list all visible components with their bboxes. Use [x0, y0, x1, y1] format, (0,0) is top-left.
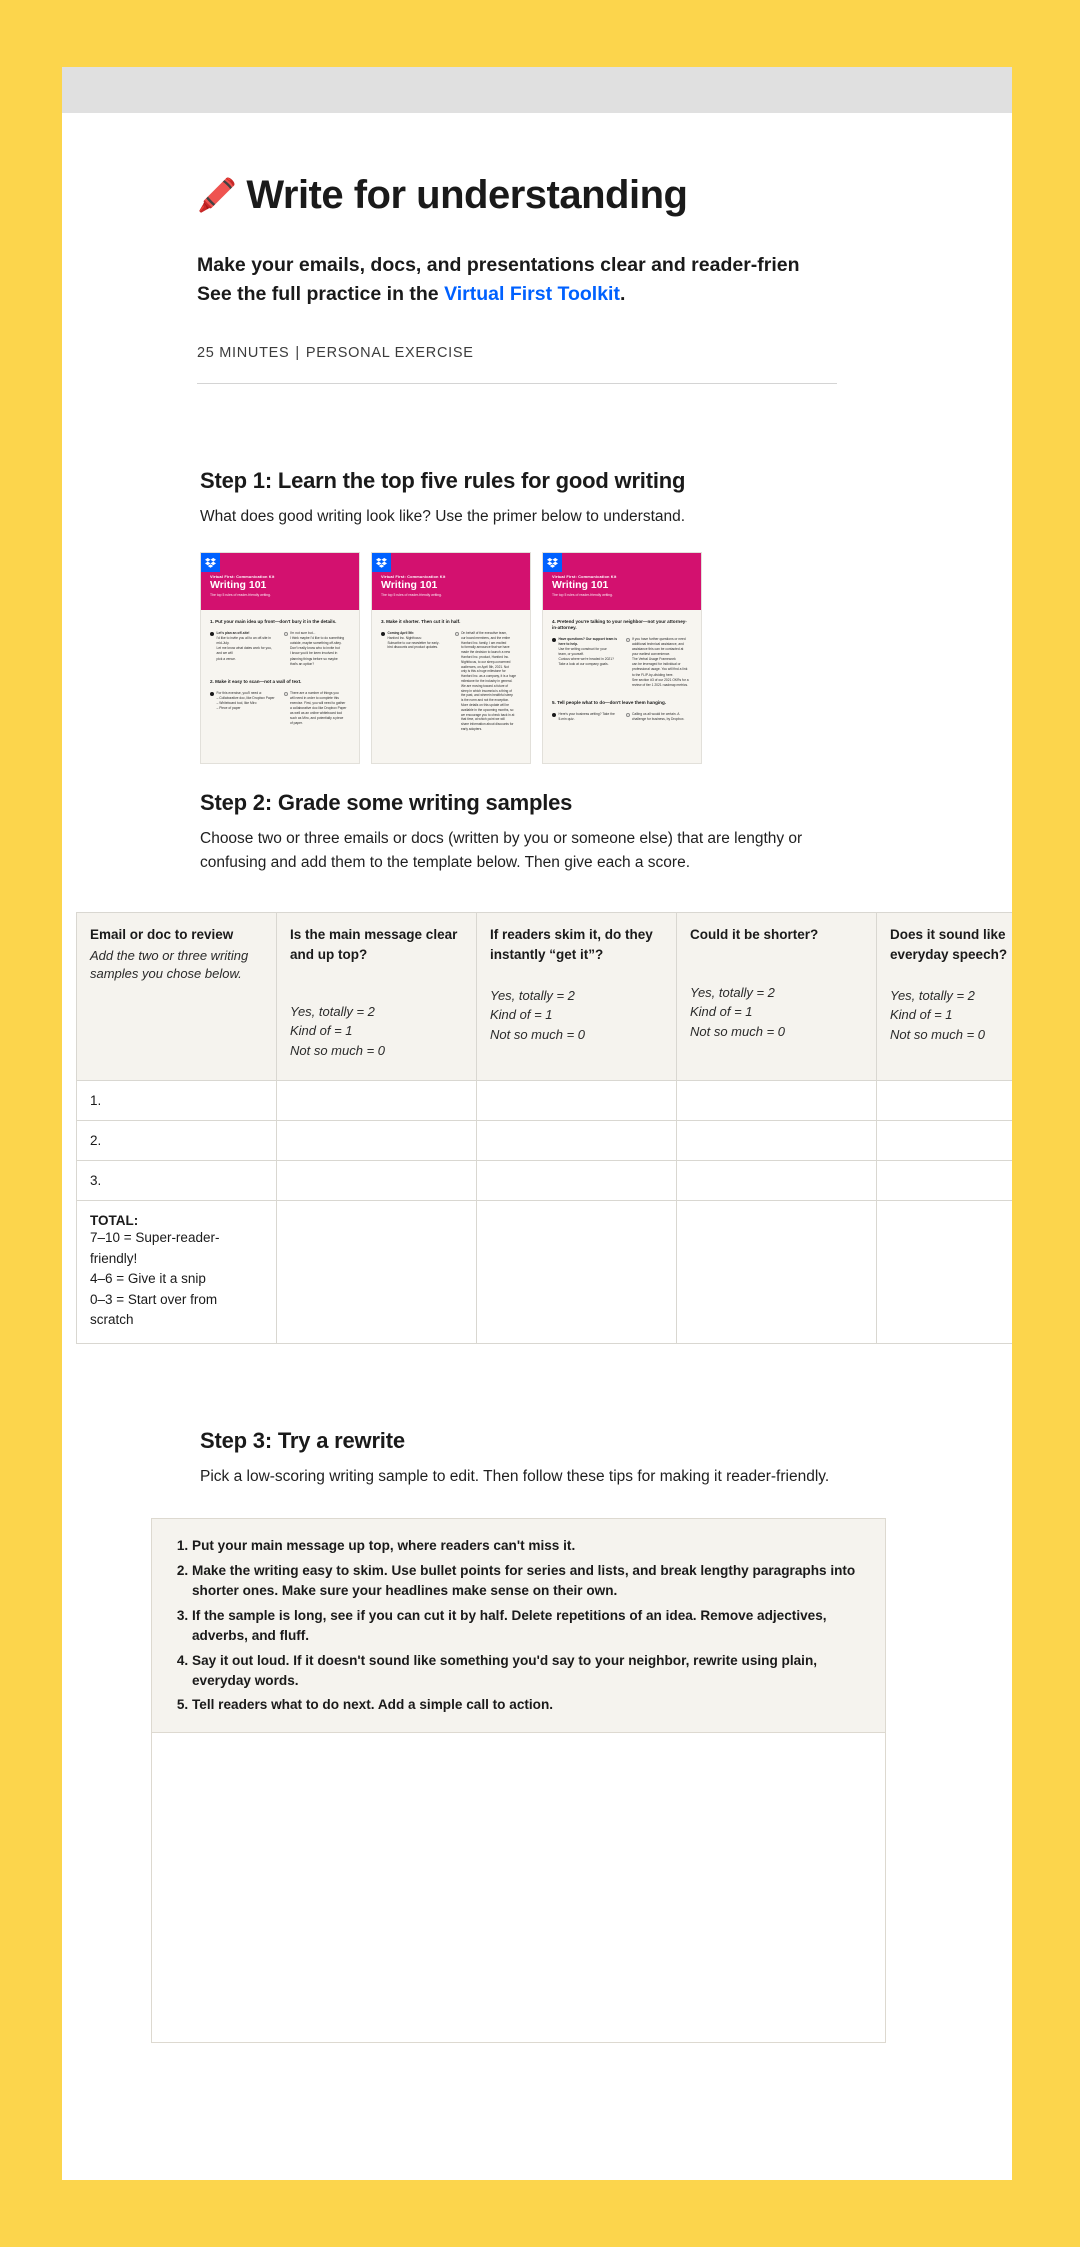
- card-kicker: Virtual First: Communication Kit: [210, 574, 275, 580]
- column-scale: [490, 986, 663, 1045]
- example-line: sleep in which insomnia is a thing of: [461, 688, 512, 693]
- row-input-cell[interactable]: [677, 1121, 877, 1161]
- example-line: The Verbal Usage Framework: [632, 657, 676, 662]
- list-item: 3. If the sample is long, see if you can cut it by half. Delete repetitions of an idea. Remove adjectives, adverbs, and fluff.: [192, 1606, 863, 1646]
- card-rule-columns: [210, 691, 350, 727]
- slide-card[interactable]: [542, 552, 702, 764]
- cross-dot-icon: [626, 713, 630, 717]
- row-input-cell[interactable]: [277, 1161, 477, 1201]
- spacer: [62, 384, 1012, 468]
- virtual-first-toolkit-link[interactable]: Virtual First Toolkit: [444, 282, 620, 305]
- example-line: to formally announce that we have: [461, 645, 510, 650]
- example-line: We are moving toward a future of: [461, 683, 509, 688]
- example-line: review of tier 1 2021 roadmap metrics.: [632, 682, 689, 687]
- card-example-good: [552, 637, 619, 688]
- card-subheading: The top 5 rules of reader-friendly writing.: [210, 593, 271, 598]
- row-label: 2.: [77, 1121, 277, 1161]
- card-rule-heading: 3. Make it shorter. Then cut it in half.: [381, 619, 461, 625]
- step-2-description: Choose two or three emails or docs (written by you or someone else) that are lengthy or confusing and add them to the template below. Then give each a score.: [200, 830, 803, 871]
- card-body: [543, 610, 701, 722]
- scale-line: Kind of = 1: [690, 1004, 753, 1020]
- example-title: Have questions? Our support team is here to help.: [558, 636, 618, 646]
- list-item: 5. Tell readers what to do next. Add a simple call to action.: [192, 1695, 863, 1715]
- table-row: [77, 1081, 1013, 1121]
- cross-dot-icon: [284, 692, 288, 696]
- column-question: Does it sound like everyday speech?: [890, 927, 1008, 962]
- slide-card[interactable]: [200, 552, 360, 764]
- example-line: to the FLIP-by-dividing here.: [632, 672, 674, 677]
- total-scale-line: 4–6 = Give it a snip: [90, 1271, 206, 1287]
- scale-line: Not so much = 0: [290, 1042, 386, 1058]
- example-line: that time, at which point we will: [461, 717, 505, 722]
- example-line: pick a venue.: [216, 656, 236, 661]
- scale-line: Not so much = 0: [890, 1026, 986, 1042]
- check-dot-icon: [552, 638, 556, 642]
- table-row: [77, 1121, 1013, 1161]
- example-line: Nightfocus, to our sleep-concerned: [461, 659, 511, 664]
- example-line: Hanford Inc. product, Hanford Inc.: [461, 654, 510, 659]
- table-total-row: [77, 1201, 1013, 1344]
- card-rule-columns: [552, 712, 692, 722]
- example-title: Coming April 5th:: [387, 631, 415, 635]
- page-title: [197, 173, 1012, 217]
- scale-line: Yes, totally = 2: [290, 1003, 375, 1019]
- table-column-header: [277, 913, 477, 1081]
- grading-table-wrapper: [62, 912, 1012, 1344]
- list-item: 2. Make the writing easy to skim. Use bullet points for series and lists, and break lengthy paragraphs into shorter ones. Make sure your headlines make sense on their own.: [192, 1561, 863, 1601]
- card-rule-columns: [381, 631, 521, 732]
- example-line: Hanford Inc. as a company, it is a huge: [461, 674, 517, 679]
- subtitle-prefix: See the full practice in the: [197, 282, 445, 305]
- row-input-cell[interactable]: [277, 1121, 477, 1161]
- example-line: challenge for business, by Dropbox.: [632, 716, 685, 721]
- column-scale: [290, 1002, 463, 1061]
- card-body: [201, 610, 359, 726]
- card-example-bad: [455, 631, 522, 732]
- column-note: Add the two or three writing samples you chose below.: [90, 947, 249, 982]
- example-line: Use the writing construct for your: [558, 646, 607, 651]
- example-line: bird discounts and product updates.: [387, 645, 439, 650]
- example-line: share information about discounts for: [461, 722, 514, 727]
- row-input-cell[interactable]: [877, 1081, 1013, 1121]
- step-1-description: What does good writing look like? Use the primer below to understand.: [200, 507, 686, 525]
- scale-line: Not so much = 0: [690, 1023, 786, 1039]
- example-line: I'd like to invite you all to an off-site in mid-July.: [216, 636, 271, 646]
- column-question: Is the main message clear and up top?: [290, 927, 458, 962]
- example-line: only is this a huge milestone for: [461, 669, 506, 674]
- subtitle-line-1: Make your emails, docs, and presentations clear and reader-frien: [197, 254, 800, 276]
- example-line: – Whiteboard tool, like Miro: [216, 700, 257, 705]
- total-input-cell[interactable]: [477, 1201, 677, 1344]
- example-line: Hanford Inc. family, I am excited: [461, 640, 507, 645]
- step-3-title: Step 3: Try a rewrite: [200, 1427, 405, 1453]
- row-input-cell[interactable]: [477, 1081, 677, 1121]
- table-column-header: [677, 913, 877, 1081]
- cross-dot-icon: [284, 632, 288, 636]
- card-example-bad: [284, 691, 351, 727]
- exercise-type-label: PERSONAL EXERCISE: [305, 344, 474, 361]
- total-label: TOTAL:: [90, 1213, 139, 1229]
- column-scale: [690, 983, 863, 1042]
- total-input-cell[interactable]: [677, 1201, 877, 1344]
- example-line: assistance this can be contacted at: [632, 646, 684, 651]
- card-example-bad: [626, 712, 693, 722]
- step-2-section: [62, 790, 1012, 874]
- list-item: 1. Put your main message up top, where readers can't miss it.: [192, 1536, 863, 1556]
- scale-line: Kind of = 1: [890, 1007, 953, 1023]
- example-line: I'm not sure but...: [290, 631, 316, 635]
- row-input-cell[interactable]: [877, 1161, 1013, 1201]
- card-example-good: [552, 712, 619, 722]
- step-1-section: [62, 468, 1012, 529]
- total-scale-line: 7–10 = Super-reader-friendly!: [90, 1230, 220, 1266]
- scale-line: Kind of = 1: [490, 1007, 553, 1023]
- scale-line: Kind of = 1: [290, 1023, 353, 1039]
- total-input-cell[interactable]: [277, 1201, 477, 1344]
- card-subheading: The top 5 rules of reader-friendly writing.: [381, 593, 442, 598]
- row-input-cell[interactable]: [277, 1081, 477, 1121]
- example-line: I know you'd be keen involved in: [290, 651, 338, 656]
- card-example-good: [210, 691, 277, 727]
- card-heading: Writing 101: [552, 579, 609, 592]
- slide-card[interactable]: [371, 552, 531, 764]
- example-line: More details on this update will be: [461, 702, 510, 707]
- column-scale: [890, 986, 1012, 1045]
- example-line: audiences, on April 5th, 2021. Not: [461, 664, 509, 669]
- scale-line: Yes, totally = 2: [890, 987, 975, 1003]
- card-subheading: The top 5 rules of reader-friendly writing.: [552, 593, 613, 598]
- step-2-title: Step 2: Grade some writing samples: [200, 790, 573, 816]
- rewrite-tips-box: [151, 1518, 886, 1733]
- spacer: [62, 1344, 1012, 1428]
- example-line: early adopters.: [461, 726, 483, 731]
- example-line: additional technical assistance, and: [632, 641, 684, 646]
- example-line: There are a number of things you: [290, 690, 339, 695]
- grading-table: [76, 912, 1012, 1344]
- example-line: Take a look at our company goals.: [558, 662, 609, 667]
- check-dot-icon: [381, 632, 385, 636]
- scale-line: Yes, totally = 2: [490, 987, 575, 1003]
- example-line: of paper.: [290, 721, 303, 726]
- example-line: – Piece of paper: [216, 705, 241, 710]
- example-line: Calling us all would be certain. A: [632, 711, 680, 716]
- example-line: can be leveraged for individual or: [632, 662, 681, 667]
- rewrite-text-area[interactable]: [151, 1733, 886, 2043]
- example-line: will need in order to complete this: [290, 695, 339, 700]
- scale-line: Yes, totally = 2: [690, 984, 775, 1000]
- total-input-cell[interactable]: [877, 1201, 1013, 1344]
- dropbox-logo-icon: [372, 553, 391, 572]
- example-line: Subscribe to our newsletter for early-: [387, 640, 440, 645]
- card-rule-columns: [552, 637, 692, 688]
- table-row: [77, 1161, 1013, 1201]
- step-3-section: [62, 1428, 1012, 1489]
- dropbox-logo-icon: [201, 553, 220, 572]
- duration-label: 25 MINUTES: [197, 344, 290, 361]
- example-line: made the decision to launch a new: [461, 650, 511, 655]
- meta-separator: |: [295, 344, 300, 361]
- writing-101-cards: [62, 552, 1012, 764]
- example-line: as well as an online whiteboard tool: [290, 710, 343, 715]
- row-label: 1.: [77, 1081, 277, 1121]
- row-label: 3.: [77, 1161, 277, 1201]
- row-input-cell[interactable]: [677, 1161, 877, 1201]
- example-line: that's an option?: [290, 661, 315, 666]
- table-column-header: [477, 913, 677, 1081]
- card-example-bad: [626, 637, 693, 688]
- card-kicker: Virtual First: Communication Kit: [552, 574, 617, 580]
- card-example-bad: [284, 631, 351, 667]
- document-topbar: [62, 67, 1012, 113]
- card-rule-heading: 2. Make it easy to scan—not a wall of text.: [210, 678, 302, 684]
- subtitle-suffix: .: [619, 282, 626, 305]
- example-line: our board members, and the entire: [461, 635, 511, 640]
- card-heading: Writing 101: [381, 579, 438, 592]
- card-example-good: [381, 631, 448, 732]
- step-3-description: Pick a low-scoring writing sample to edit. Then follow these tips for making it reader-friendly.: [200, 1467, 830, 1485]
- pencil-emoji: 🖍️: [197, 177, 237, 213]
- check-dot-icon: [210, 632, 214, 636]
- document-subtitle: [197, 251, 1012, 309]
- example-line: is the norm and not the exception.: [461, 698, 510, 703]
- card-rule-heading: 4. Pretend you're talking to your neighbor—not your attorney-in-attorney.: [552, 619, 687, 630]
- example-line: available in the upcoming months, so: [461, 707, 514, 712]
- example-line: team, or yourself.: [558, 652, 584, 657]
- document-meta: [197, 345, 1012, 361]
- example-line: exercise. First, you will need to gather: [290, 700, 346, 705]
- table-header: [77, 913, 1013, 1081]
- example-line: – Collaborative doc, like Dropbox Paper: [216, 695, 275, 700]
- example-line: I think maybe I'd like to do something: [290, 636, 345, 641]
- check-dot-icon: [210, 692, 214, 696]
- example-line: the past, and wherein healthful sleep: [461, 693, 513, 698]
- list-item: 4. Say it out loud. If it doesn't sound like something you'd say to your neighbor, rewrite using plain, everyday words.: [192, 1651, 863, 1691]
- card-body: [372, 610, 530, 731]
- table-header-row: [77, 913, 1013, 1081]
- example-line: On behalf of the executive team,: [461, 631, 507, 635]
- card-rule-heading: 5. Tell people what to do—don't leave them hanging.: [552, 699, 667, 705]
- document-header: [62, 113, 1012, 384]
- example-line: planning things before so maybe: [290, 656, 338, 661]
- example-line: See section #3 of our 2021 OKRs for a: [632, 677, 689, 682]
- subtitle-line-2: [197, 280, 1012, 309]
- example-line: outside, maybe something off-sitey.: [290, 641, 342, 646]
- example-line: your earliest convenience.: [632, 652, 671, 657]
- row-input-cell[interactable]: [477, 1161, 677, 1201]
- card-banner: [372, 553, 530, 610]
- card-rule-columns: [210, 631, 350, 667]
- card-heading: Writing 101: [210, 579, 267, 592]
- column-question: Email or doc to review: [90, 927, 234, 943]
- example-line: milestone for the industry in general.: [461, 678, 513, 683]
- example-line: professional usage. You will find a link: [632, 667, 688, 672]
- card-banner: [543, 553, 701, 610]
- cross-dot-icon: [455, 632, 459, 636]
- card-example-good: [210, 631, 277, 667]
- row-input-cell[interactable]: [677, 1081, 877, 1121]
- example-line: Don't really know who to invite but: [290, 646, 340, 651]
- example-line: Curious where we're headed in 2021?: [558, 657, 614, 662]
- scale-line: Not so much = 0: [490, 1026, 586, 1042]
- row-input-cell[interactable]: [877, 1121, 1013, 1161]
- rewrite-tips-list: [170, 1536, 863, 1715]
- spacer: [62, 764, 1012, 790]
- document-body: [62, 113, 1012, 2043]
- row-input-cell[interactable]: [477, 1121, 677, 1161]
- dropbox-logo-icon: [543, 553, 562, 572]
- example-line: a collaborative doc like Dropbox Paper: [290, 705, 347, 710]
- page-title-text: Write for understanding: [246, 173, 688, 217]
- table-body: [77, 1081, 1013, 1344]
- cross-dot-icon: [626, 638, 630, 642]
- total-label-cell: [77, 1201, 277, 1344]
- example-title: Let's plan an off-site!: [216, 631, 250, 635]
- check-dot-icon: [552, 713, 556, 717]
- example-title: Here's your business writing? Take the 5-min quiz.: [558, 711, 615, 721]
- document-sheet: [62, 67, 1012, 2180]
- example-line: we encourage you to check back in at: [461, 712, 515, 717]
- example-line: If you have further questions or need: [632, 636, 686, 641]
- total-scale-line: scratch: [90, 1312, 134, 1328]
- total-scale-line: 0–3 = Start over from: [90, 1291, 218, 1307]
- example-line: Let me know what dates work for you, and we will: [216, 646, 272, 656]
- step-1-title: Step 1: Learn the top five rules for good writing: [200, 467, 686, 493]
- example-title: For this exercise, you'll need a:: [216, 690, 262, 695]
- table-column-header: [877, 913, 1013, 1081]
- column-question: Could it be shorter?: [690, 927, 819, 943]
- card-kicker: Virtual First: Communication Kit: [381, 574, 446, 580]
- card-rule-heading: 1. Put your main idea up front—don't bury it in the details.: [210, 619, 337, 625]
- table-column-header: [77, 913, 277, 1081]
- column-question: If readers skim it, do they instantly “get it”?: [490, 927, 653, 962]
- example-line: Hanford Inc. Nightfocus:: [387, 635, 422, 640]
- example-line: such as Miro, and potentially a piece: [290, 716, 344, 721]
- card-banner: [201, 553, 359, 610]
